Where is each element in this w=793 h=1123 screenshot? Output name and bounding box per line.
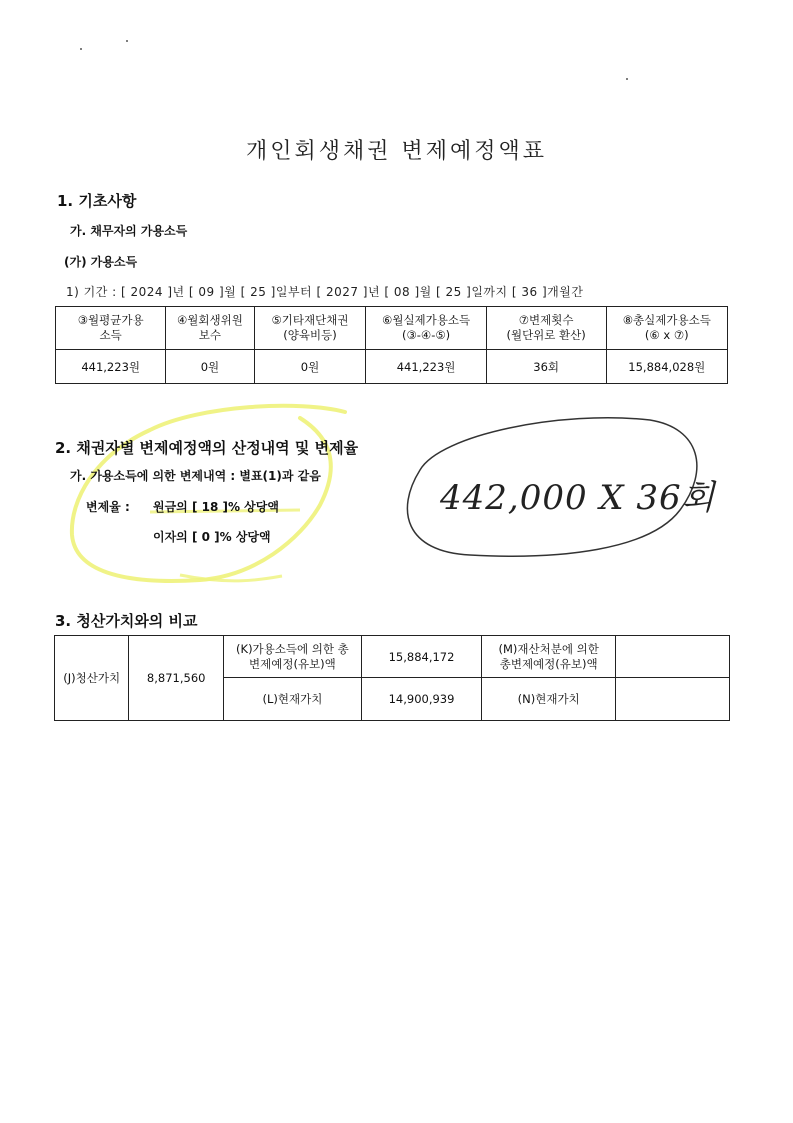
- header-other-claims: ⑤기타재단채권 (양육비등): [254, 307, 366, 350]
- value-monthly-actual-income: 441,223원: [366, 350, 486, 384]
- m-label: (M)재산처분에 의한 총변제예정(유보)액: [482, 636, 616, 678]
- l-value: 14,900,939: [361, 678, 481, 721]
- header-payment-count: ⑦변제횟수 (월단위로 환산): [486, 307, 606, 350]
- period-line: 1) 기간 : [ 2024 ]년 [ 09 ]월 [ 25 ]일부터 [ 2027 ]년 [ 08 ]월 [ 25 ]일까지 [ 36 ]개월간: [66, 285, 584, 299]
- section1-sub-ga: (가) 가용소득: [64, 255, 138, 269]
- section2-heading: 2. 채권자별 변제예정액의 산정내역 및 변제율: [55, 439, 359, 457]
- document-title: 개인회생채권 변제예정액표: [245, 139, 548, 164]
- value-trustee-fee: 0원: [166, 350, 254, 384]
- liquidation-table: [54, 635, 730, 721]
- header-monthly-actual-income: ⑥월실제가용소득 (③-④-⑤): [366, 307, 486, 350]
- k-label: (K)가용소득에 의한 총 변제예정(유보)액: [224, 636, 362, 678]
- j-label: (J)청산가치: [55, 636, 129, 721]
- header-trustee-fee: ④월회생위원 보수: [166, 307, 254, 350]
- l-label: (L)현재가치: [224, 678, 362, 721]
- rate-principal: 원금의 [ 18 ]% 상당액: [153, 500, 279, 514]
- n-value: [616, 678, 730, 721]
- rate-interest: 이자의 [ 0 ]% 상당액: [153, 530, 271, 544]
- n-label: (N)현재가치: [482, 678, 616, 721]
- income-table-value-row: [56, 350, 728, 384]
- handwritten-note: 442,000 X 36회: [440, 478, 716, 518]
- income-table: [55, 306, 728, 384]
- highlighter-circle: [72, 406, 345, 581]
- value-other-claims: 0원: [254, 350, 366, 384]
- rate-label: 변제율 :: [86, 500, 130, 514]
- liquidation-table-row-1: [55, 636, 730, 678]
- income-table-header-row: [56, 307, 728, 350]
- section1-sub-a: 가. 채무자의 가용소득: [70, 224, 188, 238]
- j-value: 8,871,560: [129, 636, 224, 721]
- value-monthly-avg-income: 441,223원: [56, 350, 166, 384]
- header-total-actual-income: ⑧총실제가용소득 (⑥ x ⑦): [606, 307, 727, 350]
- value-total-actual-income: 15,884,028원: [606, 350, 727, 384]
- header-monthly-avg-income: ③월평균가용 소득: [56, 307, 166, 350]
- section1-heading: 1. 기초사항: [57, 192, 137, 210]
- value-payment-count: 36회: [486, 350, 606, 384]
- section2-line-a: 가. 가용소득에 의한 변제내역 : 별표(1)과 같음: [70, 469, 321, 483]
- section3-heading: 3. 청산가치와의 비교: [55, 612, 198, 630]
- k-value: 15,884,172: [361, 636, 481, 678]
- m-value: [616, 636, 730, 678]
